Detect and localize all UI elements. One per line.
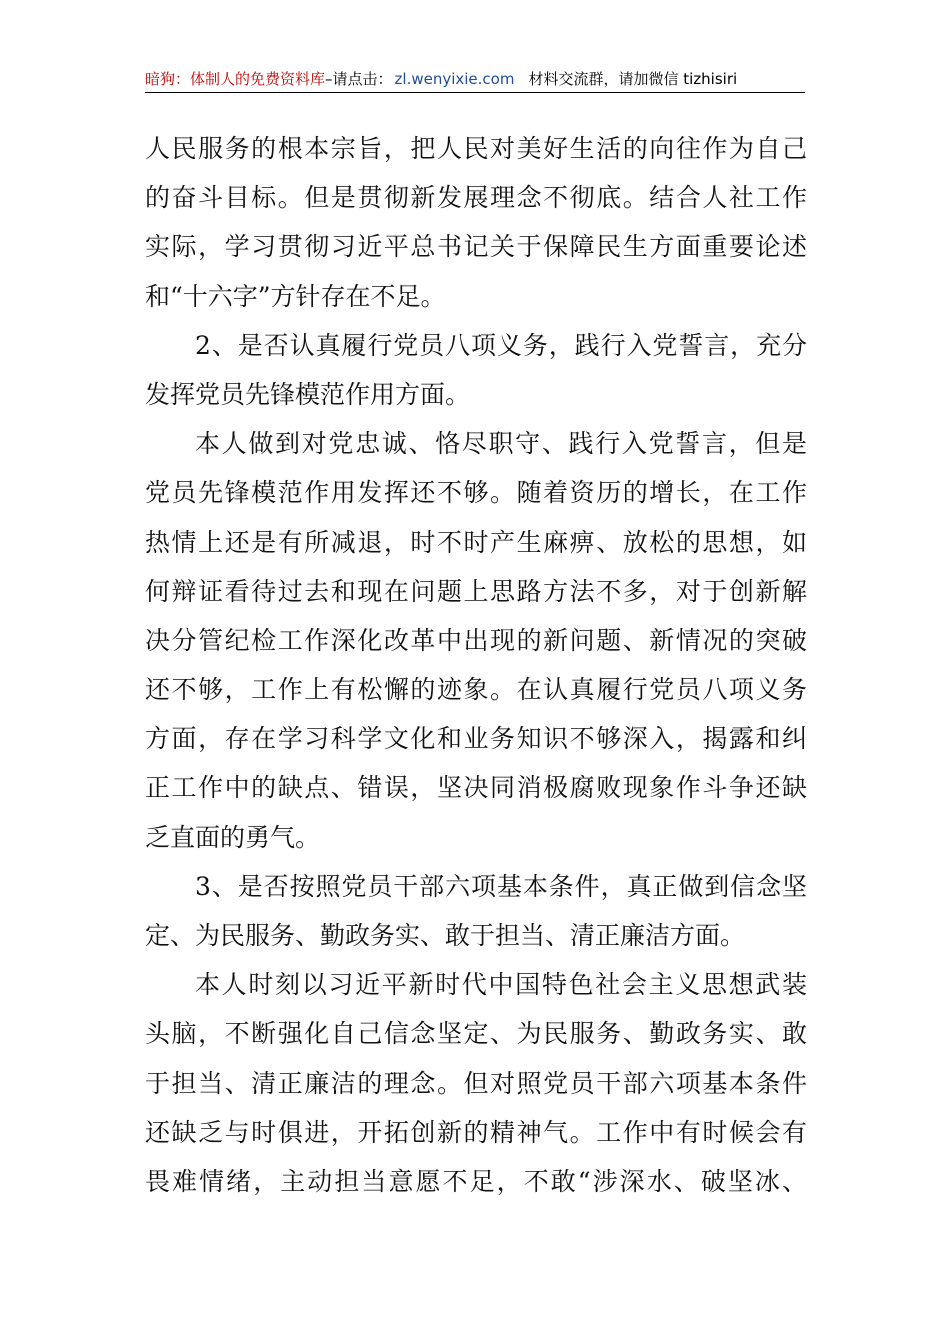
- text-line: 还缺乏与时俱进，开拓创新的精神气。工作中有时候会有: [145, 1117, 807, 1147]
- text-line: 还不够，工作上有松懈的迹象。在认真履行党员八项义务: [145, 675, 807, 705]
- text-line: 于担当、清正廉洁的理念。但对照党员干部六项基本条件: [145, 1068, 807, 1098]
- text-line: 的奋斗目标。但是贯彻新发展理念不彻底。结合人社工作: [145, 183, 807, 213]
- text-line: 乏直面的勇气。: [145, 822, 321, 852]
- header-brand: 暗狗：体制人的免费资料库: [145, 70, 326, 88]
- text-line: 畏难情绪，主动担当意愿不足，不敢“涉深水、破坚冰、: [145, 1166, 807, 1196]
- text-line: 定、为民服务、勤政务实、敢于担当、清正廉洁方面。: [145, 921, 746, 950]
- text-line: 发挥党员先锋模范作用方面。: [145, 379, 471, 409]
- text-line: 实际，学习贯彻习近平总书记关于保障民生方面重要论述: [145, 232, 807, 262]
- text-line: 党员先锋模范作用发挥还不够。随着资历的增长，在工作: [145, 478, 807, 508]
- text-line: 热情上还是有所减退，时不时产生麻痹、放松的思想，如: [145, 527, 807, 557]
- text-line: 决分管纪检工作深化改革中出现的新问题、新情况的突破: [145, 625, 807, 655]
- header-group-note: 材料交流群，请加微信 tizhisiri: [528, 70, 738, 88]
- text-line: 头脑，不断强化自己信念坚定、为民服务、勤政务实、敢: [145, 1019, 807, 1049]
- paragraph-start: 本人做到对党忠诚、恪尽职守、践行入党誓言，但是: [195, 429, 807, 459]
- header-site-link[interactable]: zl.wenyixie.com: [394, 70, 515, 88]
- text-line: 方面，存在学习科学文化和业务知识不够深入，揭露和纠: [145, 724, 807, 754]
- paragraph-start: 本人时刻以习近平新时代中国特色社会主义思想武装: [195, 970, 807, 1000]
- text-line: 人民服务的根本宗旨，把人民对美好生活的向往作为自己: [145, 134, 807, 163]
- page-header: [145, 66, 805, 93]
- section-heading-2: 2、是否认真履行党员八项义务，践行入党誓言，充分: [195, 330, 807, 360]
- header-prompt: –请点击：: [325, 70, 393, 88]
- text-line: 何辩证看待过去和现在问题上思路方法不多，对于创新解: [145, 576, 807, 606]
- section-heading-3: 3、是否按照党员干部六项基本条件，真正做到信念坚: [195, 871, 807, 901]
- document-body: [145, 124, 807, 1206]
- text-line: 和“十六字”方针存在不足。: [145, 281, 446, 311]
- text-line: 正工作中的缺点、错误，坚决同消极腐败现象作斗争还缺: [145, 773, 807, 803]
